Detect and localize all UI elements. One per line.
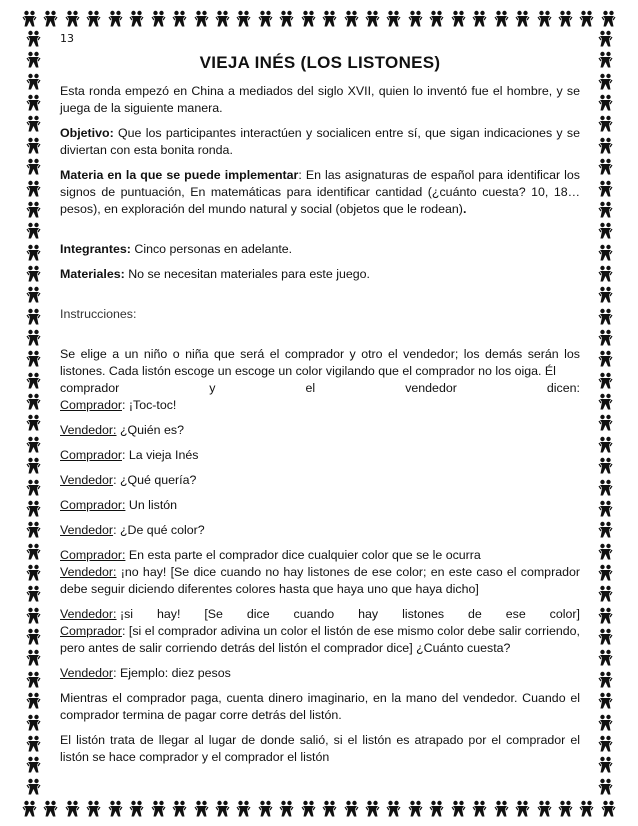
dancing-figure-icon: [151, 800, 166, 818]
dancing-figure-icon: [598, 222, 613, 240]
dancing-figure-icon: [26, 244, 41, 262]
dancing-figure-icon: [301, 800, 316, 818]
closing-paragraph-2: El listón trata de llegar al lugar de donde salió, si el listón es atrapado por el comprador el listón se hace comprador y el comprador el listón: [60, 733, 580, 764]
document-body: [60, 32, 580, 774]
dialogue-text: En esta parte el comprador dice cualquier color que se le ocurra: [125, 548, 481, 562]
dancing-figure-icon: [236, 10, 251, 28]
dialogue-word: color]: [549, 607, 580, 621]
dancing-figure-icon: [22, 10, 37, 28]
dancing-figure-icon: [26, 692, 41, 710]
dancing-figure-icon: [598, 51, 613, 69]
dialogue-text: ¡no hay! [Se dice cuando no hay listones de ese color; en este caso el comprador debe seguir diciendo diferentes colores hasta que haya uno que haya dicho]: [60, 565, 580, 596]
dancing-figure-icon: [598, 350, 613, 368]
dialogue-line: [60, 564, 580, 598]
dancing-figure-icon: [26, 479, 41, 497]
speaker-label: Vendedor:: [60, 423, 117, 437]
dancing-figure-icon: [408, 800, 423, 818]
dialogue-text: : ¿Qué quería?: [113, 473, 197, 487]
spread-word: el: [305, 381, 316, 395]
dancing-figure-icon: [598, 180, 613, 198]
dancing-figure-icon: [26, 778, 41, 796]
dancing-figure-icon: [598, 585, 613, 603]
dancing-figure-icon: [579, 10, 594, 28]
dancing-figure-icon: [43, 800, 58, 818]
dialogue-line: [60, 623, 580, 657]
dancing-figure-icon: [598, 479, 613, 497]
integrantes-label: Integrantes:: [60, 242, 131, 256]
dancing-figure-icon: [598, 372, 613, 390]
dancing-figure-icon: [322, 10, 337, 28]
dancing-figure-icon: [215, 800, 230, 818]
speaker-label: Comprador: [60, 398, 122, 412]
dancing-figure-icon: [598, 778, 613, 796]
dialogue-line-si-hay: [60, 606, 580, 623]
dialogue-text: Un listón: [125, 498, 178, 512]
dancing-figure-icon: [515, 10, 530, 28]
speaker-label: Vendedor: [60, 473, 114, 487]
dancing-figure-icon: [258, 800, 273, 818]
materia-paragraph: [60, 167, 580, 218]
materia-label: Materia en la que se puede implementar: [60, 168, 299, 182]
dancing-figure-icon: [26, 329, 41, 347]
intro-paragraph: Esta ronda empezó en China a mediados del siglo XVII, quien lo inventó fue el hombre, y se juega de la siguiente manera.: [60, 84, 580, 115]
dancing-figure-icon: [598, 649, 613, 667]
si-hay-first: [60, 606, 133, 623]
page-number: 13: [60, 32, 74, 45]
dancing-figure-icon: [598, 607, 613, 625]
materia-text: : En las asignaturas de español para identificar los signos de puntuación, En matemáticas para identificar cantidad (¿cuánto cuesta? 10, 18…pesos), en exploración del mundo natural y social (objetos que le rodean): [60, 168, 581, 216]
dancing-figure-icon: [558, 800, 573, 818]
dancing-figure-icon: [598, 457, 613, 475]
materiales-text: No se necesitan materiales para este juego.: [124, 267, 370, 281]
dialogue-text: ¿Quién es?: [116, 423, 184, 437]
dancing-figure-icon: [598, 628, 613, 646]
dialogue-text: : ¿De qué color?: [113, 523, 205, 537]
spread-word: comprador: [60, 381, 120, 395]
dancing-figure-icon: [236, 800, 251, 818]
dancing-figure-icon: [598, 500, 613, 518]
dancing-figure-icon: [598, 308, 613, 326]
dancing-figure-icon: [26, 158, 41, 176]
dancing-figure-icon: [451, 800, 466, 818]
dancing-figure-icon: [26, 308, 41, 326]
dancing-figure-icon: [601, 800, 616, 818]
page-border-right: [594, 30, 616, 796]
dancing-figure-icon: [472, 800, 487, 818]
dancing-figure-icon: [344, 10, 359, 28]
instrucciones-spread-line: [60, 380, 580, 397]
dancing-figure-icon: [26, 201, 41, 219]
page-border-top: [22, 8, 616, 30]
dancing-figure-icon: [43, 10, 58, 28]
dancing-figure-icon: [598, 137, 613, 155]
dancing-figure-icon: [26, 649, 41, 667]
dancing-figure-icon: [598, 735, 613, 753]
dancing-figure-icon: [472, 10, 487, 28]
dancing-figure-icon: [598, 436, 613, 454]
speaker-label: Vendedor: [60, 666, 114, 680]
dancing-figure-icon: [151, 10, 166, 28]
dancing-figure-icon: [26, 350, 41, 368]
dancing-figure-icon: [365, 10, 380, 28]
dialogue-line: [60, 397, 580, 414]
dialogue-word: listones: [402, 607, 445, 621]
dancing-figure-icon: [26, 372, 41, 390]
dialogue-word: de: [468, 607, 482, 621]
dancing-figure-icon: [386, 800, 401, 818]
dancing-figure-icon: [172, 10, 187, 28]
dancing-figure-icon: [537, 10, 552, 28]
dancing-figure-icon: [598, 329, 613, 347]
dancing-figure-icon: [26, 628, 41, 646]
dancing-figure-icon: [579, 800, 594, 818]
dancing-figure-icon: [215, 10, 230, 28]
dancing-figure-icon: [86, 800, 101, 818]
dancing-figure-icon: [26, 265, 41, 283]
speaker-label: Comprador:: [60, 548, 126, 562]
objetivo-text: Que los participantes interactúen y socialicen entre sí, que sigan indicaciones y se diviertan con esta bonita ronda.: [60, 126, 580, 157]
dancing-figure-icon: [322, 800, 337, 818]
dialogue-text: : Ejemplo: diez pesos: [113, 666, 231, 680]
dancing-figure-icon: [301, 10, 316, 28]
dancing-figure-icon: [108, 800, 123, 818]
dancing-figure-icon: [26, 521, 41, 539]
dancing-figure-icon: [601, 10, 616, 28]
dancing-figure-icon: [598, 543, 613, 561]
dialogue-word: ¡si: [119, 607, 134, 621]
dancing-figure-icon: [194, 800, 209, 818]
dancing-figure-icon: [598, 521, 613, 539]
page-border-bottom: [22, 798, 616, 820]
dancing-figure-icon: [598, 756, 613, 774]
dancing-figure-icon: [26, 30, 41, 48]
dancing-figure-icon: [26, 286, 41, 304]
speaker-label: Vendedor:: [60, 565, 117, 579]
dancing-figure-icon: [408, 10, 423, 28]
dancing-figure-icon: [598, 115, 613, 133]
dancing-figure-icon: [598, 671, 613, 689]
dancing-figure-icon: [172, 800, 187, 818]
dialogue-word: hay!: [156, 607, 181, 621]
dancing-figure-icon: [26, 414, 41, 432]
dancing-figure-icon: [494, 800, 509, 818]
dancing-figure-icon: [598, 692, 613, 710]
dancing-figure-icon: [26, 73, 41, 91]
dancing-figure-icon: [258, 10, 273, 28]
objetivo-label: Objetivo:: [60, 126, 114, 140]
materiales-label: Materiales:: [60, 267, 125, 281]
speaker-label: Comprador:: [60, 498, 126, 512]
dialogue-line: [60, 447, 580, 464]
dancing-figure-icon: [598, 158, 613, 176]
speaker-label: Vendedor: [60, 523, 114, 537]
dancing-figure-icon: [598, 201, 613, 219]
dancing-figure-icon: [26, 51, 41, 69]
speaker-label: Comprador: [60, 624, 122, 638]
dialogue-text: : [si el comprador adivina un color el listón de ese mismo color debe salir corriendo, pero antes de salir corriendo detrás del listón el comprador dice] ¿Cuánto cuesta?: [60, 624, 580, 655]
speaker-label: Vendedor:: [60, 607, 117, 621]
dialogue-word: ese: [505, 607, 526, 621]
dancing-figure-icon: [26, 671, 41, 689]
dancing-figure-icon: [598, 30, 613, 48]
materia-end: .: [462, 202, 467, 216]
dialogue-word: dice: [246, 607, 270, 621]
closing-paragraph-1: Mientras el comprador paga, cuenta dinero imaginario, en la mano del vendedor. Cuando el comprador termina de pagar corre detrás del listón.: [60, 691, 580, 722]
objetivo-paragraph: [60, 125, 580, 159]
dialogue-line: [60, 472, 580, 489]
spread-word: vendedor: [405, 381, 457, 395]
dancing-figure-icon: [108, 10, 123, 28]
dialogue-line: [60, 522, 580, 539]
dancing-figure-icon: [515, 800, 530, 818]
dancing-figure-icon: [598, 94, 613, 112]
dialogue-word: hay: [358, 607, 379, 621]
dancing-figure-icon: [344, 800, 359, 818]
dancing-figure-icon: [537, 800, 552, 818]
materiales-paragraph: [60, 266, 580, 283]
dancing-figure-icon: [65, 800, 80, 818]
dancing-figure-icon: [279, 10, 294, 28]
dancing-figure-icon: [598, 265, 613, 283]
dancing-figure-icon: [26, 94, 41, 112]
instrucciones-heading: Instrucciones:: [60, 307, 137, 321]
dancing-figure-icon: [26, 756, 41, 774]
dancing-figure-icon: [26, 222, 41, 240]
dancing-figure-icon: [365, 800, 380, 818]
dancing-figure-icon: [26, 500, 41, 518]
dancing-figure-icon: [26, 180, 41, 198]
dancing-figure-icon: [26, 714, 41, 732]
dancing-figure-icon: [598, 393, 613, 411]
dancing-figure-icon: [129, 800, 144, 818]
dancing-figure-icon: [194, 10, 209, 28]
dancing-figure-icon: [26, 115, 41, 133]
speaker-label: Comprador: [60, 448, 122, 462]
dialogue-line: [60, 665, 580, 682]
dancing-figure-icon: [65, 10, 80, 28]
dialogue-line: [60, 547, 580, 564]
dancing-figure-icon: [26, 585, 41, 603]
dancing-figure-icon: [598, 564, 613, 582]
document-title: VIEJA INÉS (LOS LISTONES): [199, 53, 441, 72]
dancing-figure-icon: [26, 393, 41, 411]
dancing-figure-icon: [26, 543, 41, 561]
dancing-figure-icon: [429, 800, 444, 818]
dancing-figure-icon: [26, 564, 41, 582]
dancing-figure-icon: [598, 244, 613, 262]
dancing-figure-icon: [598, 73, 613, 91]
dancing-figure-icon: [386, 10, 401, 28]
dialogue-line: [60, 497, 580, 514]
dancing-figure-icon: [26, 607, 41, 625]
dancing-figure-icon: [279, 800, 294, 818]
dancing-figure-icon: [558, 10, 573, 28]
dancing-figure-icon: [26, 137, 41, 155]
dancing-figure-icon: [598, 714, 613, 732]
page-border-left: [22, 30, 44, 796]
dancing-figure-icon: [598, 286, 613, 304]
dancing-figure-icon: [26, 735, 41, 753]
dialogue-text: : ¡Toc-toc!: [121, 398, 177, 412]
spread-word: dicen:: [546, 381, 580, 395]
integrantes-paragraph: [60, 241, 580, 258]
dialogue-word: [Se: [204, 607, 223, 621]
dialogue-word: cuando: [293, 607, 335, 621]
integrantes-text: Cinco personas en adelante.: [130, 242, 293, 256]
dialogue-line: [60, 422, 580, 439]
dancing-figure-icon: [22, 800, 37, 818]
dancing-figure-icon: [129, 10, 144, 28]
dancing-figure-icon: [494, 10, 509, 28]
dancing-figure-icon: [26, 457, 41, 475]
dancing-figure-icon: [26, 436, 41, 454]
dialogue-text: : La vieja Inés: [121, 448, 199, 462]
dancing-figure-icon: [86, 10, 101, 28]
dancing-figure-icon: [451, 10, 466, 28]
dancing-figure-icon: [598, 414, 613, 432]
dancing-figure-icon: [429, 10, 444, 28]
spread-word: y: [209, 381, 216, 395]
instrucciones-paragraph: Se elige a un niño o niña que será el comprador y otro el vendedor; los demás serán los listones. Cada listón escoge un escoge un color vigilando que el comprador no los oiga. Él: [60, 347, 580, 378]
